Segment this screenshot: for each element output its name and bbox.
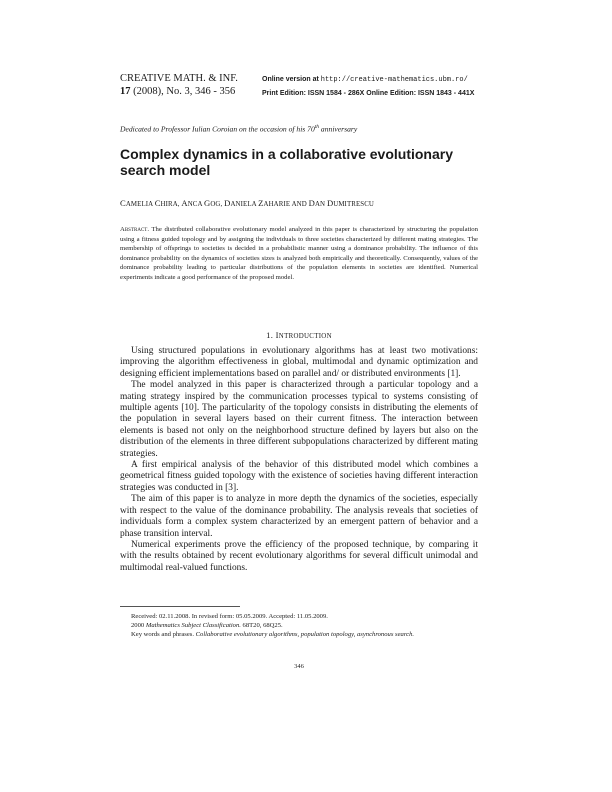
online-version: Online version at http://creative-mathematics.ubm.ro/ [262, 76, 468, 84]
journal-issue [120, 85, 238, 98]
paragraph: A first empirical analysis of the behavior of this distributed model which combines a geometrical fitness guided topology with the existence of societies having different interaction strategies was conducted in [3]. [120, 460, 478, 493]
abstract-text: The distributed collaborative evolutionary model analyzed in this paper is characterized by structuring the population using a fitness guided topology and by assigning the individuals to three societies characterized by different mating strategies. The membership of offsprings to societies is decided in a probabilistic manner using a dominance probability. The influence of this dominance probability on the dynamics of societies sizes is analyzed both empirically and theoretically. Consequently, values of the dominance probability leading to particular distributions of the population elements in societies are identified. Numerical experiments indicate a good performance of the proposed model. [120, 226, 478, 281]
abstract-label: Abstract. [120, 226, 150, 233]
footnotes [120, 612, 478, 639]
journal-name: CREATIVE MATH. & INF. [120, 73, 238, 84]
keywords: Key words and phrases. Collaborative evolutionary algorithms, population topology, asynchronous search. [131, 631, 415, 638]
received-dates: Received: 02.11.2008. In revised form: 05.05.2009. Accepted: 11.05.2009. [131, 613, 328, 620]
dedication: Dedicated to Professor Iulian Coroian on the occasion of his 70th anniversary [120, 124, 358, 134]
page-number: 346 [294, 663, 304, 670]
paragraph: Using structured populations in evolutionary algorithms has at least two motivations: improving the algorithm effectiveness in global, multimodal and dynamic optimization and designing efficient implementations based on parallel and/ or distributed environments [1]. [120, 346, 478, 379]
author-list: CAMELIA CHIRA, ANCA GOG, DANIELA ZAHARIE AND DAN DUMITRESCU [120, 198, 374, 208]
msc-classification: 2000 Mathematics Subject Classification. 68T20, 68Q25. [131, 622, 283, 629]
issue-info: (2008), No. 3, 346 - 356 [130, 86, 236, 97]
print-edition: Print Edition: ISSN 1584 - 286X Online Edition: ISSN 1843 - 441X [262, 90, 475, 97]
paragraph: The model analyzed in this paper is characterized through a particular topology and a mating strategy inspired by the communication processes typical to systems consisting of multiple agents [10]. The particularity of the topology consists in distributing the elements of the population in several layers based on their current fitness. The interaction between elements is based not only on the neighborhood structure defined by layers but also on the distribution of the elements in three different subpopulations characterized by different mating strategies. [120, 380, 478, 459]
abstract [120, 225, 478, 283]
paragraph: The aim of this paper is to analyze in more depth the dynamics of the societies, especially with respect to the value of the dominance probability. The analysis reveals that societies of individuals form a complex system characterized by an emergent pattern of behavior and a phase transition interval. [120, 494, 478, 539]
introduction-body [120, 346, 478, 574]
section-heading: 1. INTRODUCTION [266, 330, 332, 340]
paper-title: Complex dynamics in a collaborative evolutionary search model [120, 146, 453, 178]
journal-header [120, 72, 238, 98]
paragraph: Numerical experiments prove the efficiency of the proposed technique, by comparing it with the results obtained by recent evolutionary algorithms for several difficult unimodal and multimodal real-valued functions. [120, 539, 478, 573]
edition-info [262, 73, 474, 100]
footnote-divider [120, 606, 240, 607]
online-url[interactable]: http://creative-mathematics.ubm.ro/ [320, 76, 468, 84]
volume-number: 17 [120, 86, 131, 97]
